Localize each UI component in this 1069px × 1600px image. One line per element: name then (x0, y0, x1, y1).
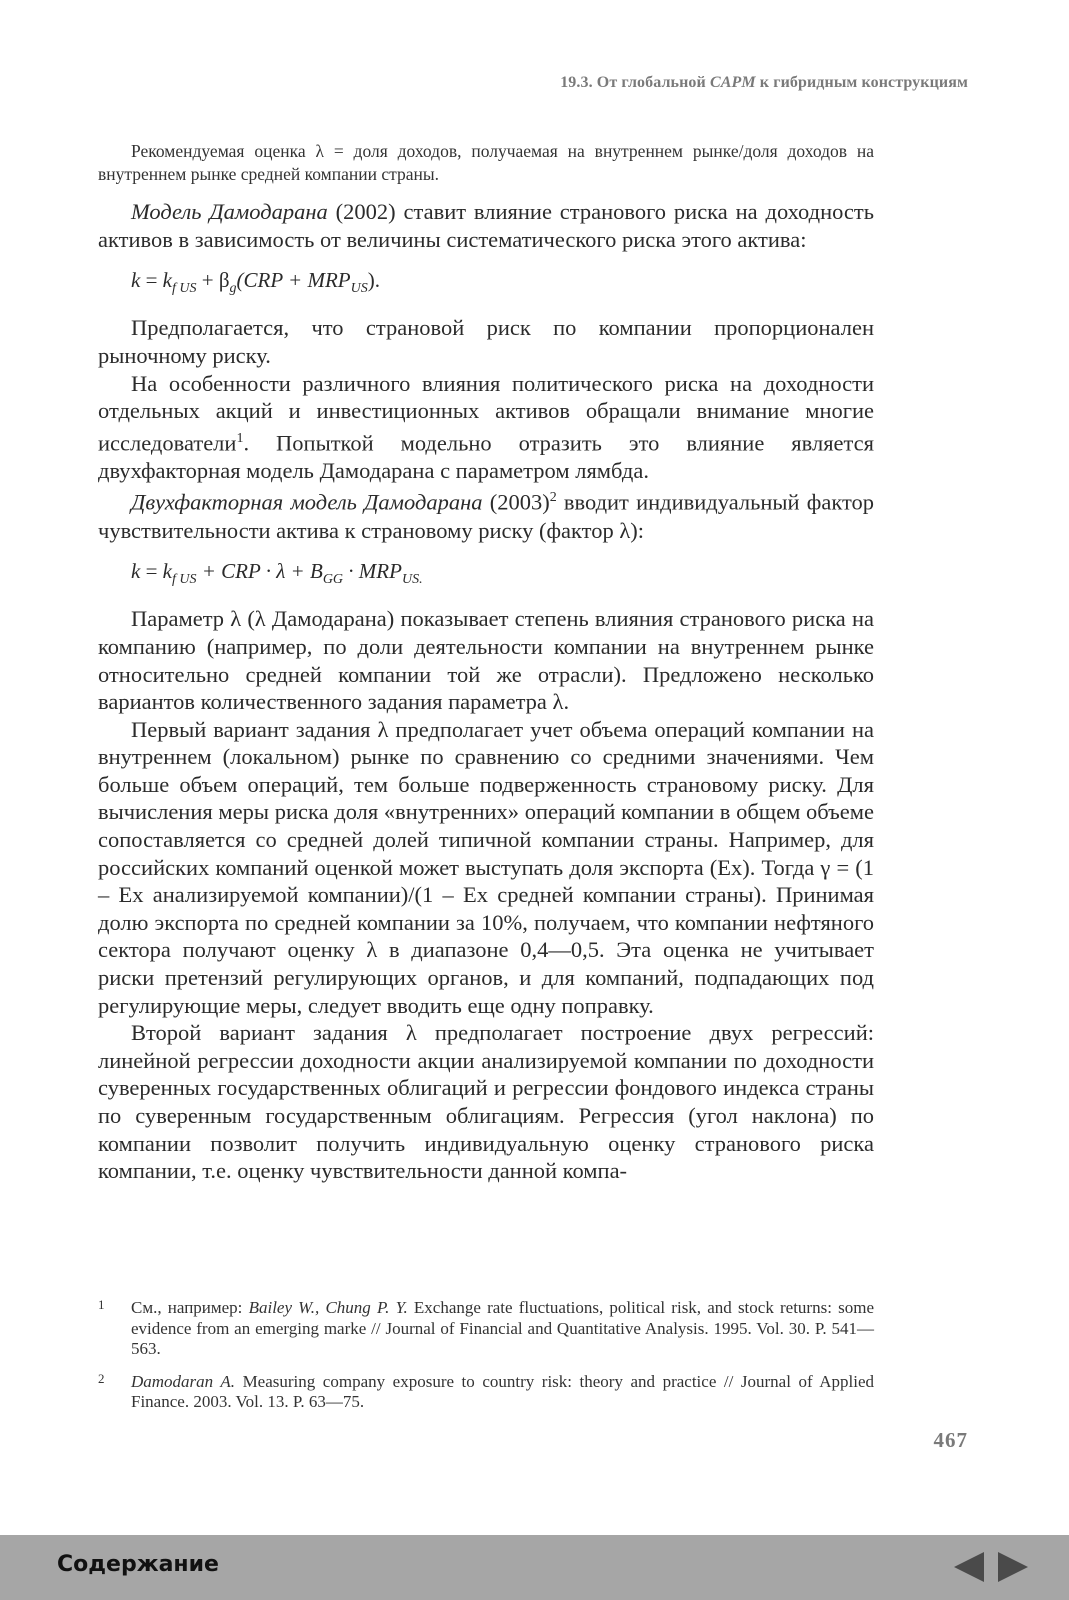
footnote-authors: Damodaran A. (131, 1371, 236, 1391)
footnote-1 (98, 1298, 874, 1360)
table-of-contents-link[interactable]: Содержание (57, 1552, 219, 1577)
formula-subscript: US (350, 281, 368, 297)
formula-term: k (131, 268, 141, 293)
paragraph-first-variant: Первый вариант задания λ предполагает учет объема операций компании на внутреннем (локальном) рынке по сравнению со средними значениями. Чем больше объем операций, тем больше подверженность страновому риску. Для вычисления меры риска доля «внутренних» операций компании в общем объеме сопоставляется со средней долей типичной компании страны. Например, для российских компаний оценкой может выступать доля экспорта (Ex). Тогда γ = (1 – Ex анализируемой компании)/(1 – Ex средней компании страны). Принимая долю экспорта по средней компании за 10%, получаем, что компании нефтяного сектора получают оценку λ в диапазоне 0,4—0,5. Эта оценка не учитывает риски претензий регулирующих органов, и для компаний, подпадающих под регулирующие меры, следует вводить еще одну поправку. (98, 716, 874, 1018)
formula-operator: = (140, 559, 163, 584)
formula-subscript: GG (322, 572, 344, 588)
formula-subscript: f US (172, 572, 197, 588)
formula-term: k (162, 559, 172, 584)
model-name-italic: Модель Дамодарана (131, 199, 328, 224)
footnote-ref-1[interactable]: 1 (236, 430, 244, 446)
footnote-text: Exchange rate fluctuations, political risk, and stock returns: some evidence from an emerging marke // Journal of Financial and Quantitative Analysis. 1995. Vol. 30. P. 541—563. (131, 1298, 874, 1358)
paragraph-text: (2002) ставит влияние странового риска на доходность активов в зависимость от величины систематического риска этого актива: (98, 199, 875, 252)
footnote-authors: Bailey W., Chung P. Y. (248, 1298, 408, 1317)
footnote-number: 1 (98, 1297, 105, 1312)
formula-operator: ). (367, 268, 381, 293)
running-header-text: 19.3. От глобальной (560, 74, 710, 91)
formula-subscript: g (229, 281, 237, 297)
formula-term: (CRP + MRP (236, 268, 351, 293)
footnotes (98, 1298, 874, 1425)
running-header-tail: к гибридным конструкциям (755, 74, 968, 91)
previous-page-icon[interactable] (954, 1552, 984, 1582)
paragraph-text: На особенности различного влияния политического риска на доходности отдельных акций и инвестиционных активов обращали внимание многие исследователи (98, 370, 874, 456)
formula-term: k (131, 559, 141, 584)
paragraph-damodaran-model (98, 198, 874, 253)
paragraph-lambda-parameter: Параметр λ (λ Дамодарана) показывает степень влияния странового риска на компанию (например, по доли деятельности компании на внутреннем рынке относительно средней компании той же отрасли). Предложено несколько вариантов количественного задания параметра λ. (98, 606, 874, 715)
paragraph-second-variant: Второй вариант задания λ предполагает построение двух регрессий: линейной регрессии доходности акции анализируемой компании по доходности суверенных государственных облигаций и регрессии фондового индекса страны по суверенным государственным облигациям. Регрессия (угол наклона) по компании позволит получить индивидуальную оценку странового риска компании, т.е. оценку чувствительности данной компа- (98, 1020, 874, 1184)
formula-two-factor (131, 556, 874, 595)
formula-damodaran (131, 265, 874, 304)
recommendation-note: Рекомендуемая оценка λ = доля доходов, получаемая на внутреннем рынке/доля доходов на внутреннем рынке средней компании страны. (98, 141, 874, 184)
paragraph-two-factor-model (98, 484, 874, 544)
page-number: 467 (933, 1428, 968, 1452)
model-name-italic: Двухфакторная модель Дамодарана (131, 489, 483, 515)
paragraph-text: (2003) (482, 489, 550, 515)
formula-subscript: US. (401, 572, 423, 588)
footnote-lead: См., например: (131, 1298, 249, 1317)
paragraph-text: . Попыткой модельно отразить это влияние является двухфакторная модель Дамодарана с параметром лямбда. (98, 430, 874, 483)
reader-nav-bar (0, 1535, 1069, 1600)
paragraph-text: вводит индивидуальный фактор чувствительности актива к страновому риску (фактор λ): (98, 489, 874, 543)
formula-term: + CRP · λ + B (196, 559, 323, 584)
footnote-2 (98, 1372, 874, 1413)
paragraph-assumption: Предполагается, что страновой риск по компании пропорционален рыночному риску. (98, 315, 874, 368)
paragraph-political-risk (98, 370, 874, 485)
footnote-text: Measuring company exposure to country risk: theory and practice // Journal of Applied Finance. 2003. Vol. 13. P. 63—75. (131, 1371, 874, 1411)
running-header (420, 74, 968, 92)
next-page-icon[interactable] (998, 1552, 1028, 1582)
page-content (98, 140, 874, 1185)
footnote-ref-2[interactable]: 2 (549, 490, 557, 506)
formula-subscript: f US (172, 281, 197, 297)
running-header-italic: CAPM (709, 74, 756, 91)
formula-operator: + β (196, 268, 230, 293)
footnote-number: 2 (98, 1370, 105, 1386)
formula-term: · MRP (343, 559, 402, 584)
formula-term: k (162, 268, 172, 293)
formula-operator: = (140, 268, 163, 293)
